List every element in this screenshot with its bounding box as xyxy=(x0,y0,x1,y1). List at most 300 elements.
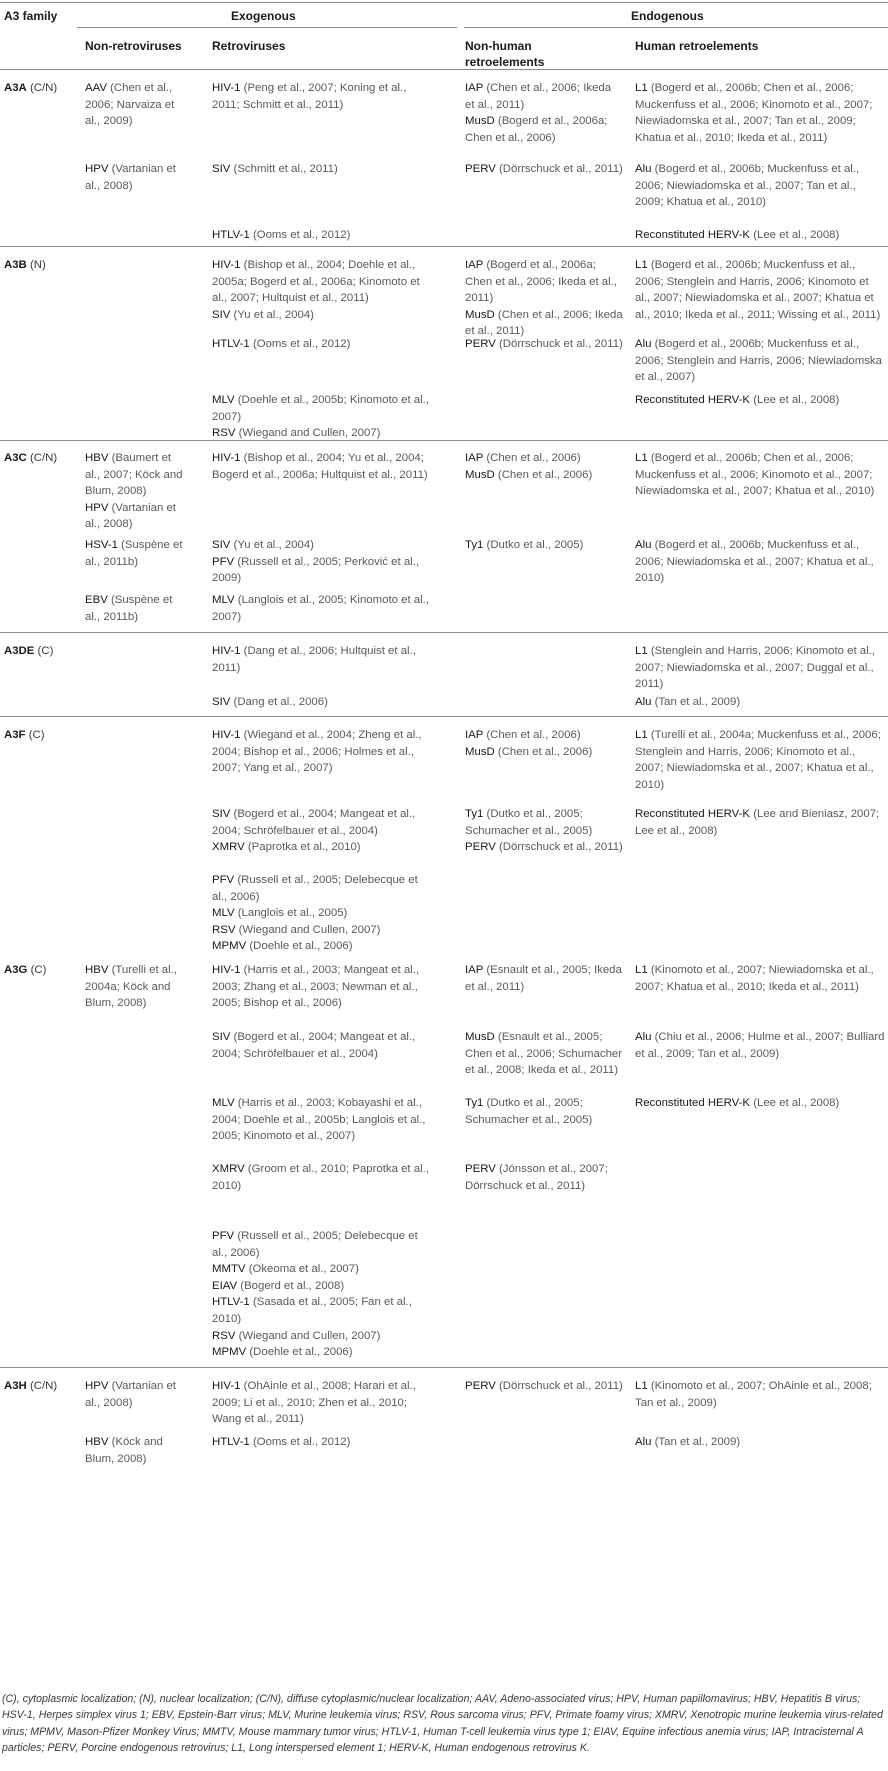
row-separator xyxy=(0,632,888,633)
reference-list: (Langlois et al., 2005) xyxy=(234,907,348,920)
table-cell-human xyxy=(635,806,887,839)
reference-list: (Bogerd et al., 2006a; Chen et al., 2006) xyxy=(465,115,608,144)
virus-name: PERV xyxy=(465,1380,496,1392)
table-cell-retro xyxy=(212,1378,436,1428)
table-cell-entry xyxy=(212,450,436,483)
reference-list: (Dörrschuck et al., 2011) xyxy=(495,163,623,175)
virus-name: IAP xyxy=(465,729,484,741)
virus-name: HSV-1 xyxy=(85,539,118,551)
virus-name: HPV xyxy=(85,1380,109,1392)
reference-list: (Dutko et al., 2005; Schumacher et al., 2005) xyxy=(465,808,593,837)
virus-name: Ty1 xyxy=(465,808,484,820)
virus-name: SIV xyxy=(212,696,231,708)
virus-name: PERV xyxy=(465,163,496,175)
virus-name: Ty1 xyxy=(465,539,484,551)
table-cell-nonhuman xyxy=(465,962,623,995)
table-cell-human xyxy=(635,1434,887,1451)
virus-name: Alu xyxy=(635,338,652,350)
virus-name: MusD xyxy=(465,308,495,321)
virus-name: RSV xyxy=(212,923,236,936)
virus-name: MusD xyxy=(465,745,495,758)
table-cell-entry xyxy=(635,537,887,587)
virus-name: IAP xyxy=(465,964,484,976)
family-name: A3DE xyxy=(4,645,35,657)
reference-list: (Russell et al., 2005; Perković et al., 2009) xyxy=(212,555,420,585)
row-separator xyxy=(0,716,888,717)
reference-list: (Bogerd et al., 2006b; Chen et al., 2006; Muckenfuss et al., 2006; Kinomoto et al., 2007; Niewiadomska et al., 2007; Tan et al., 2009; Khatua et al., 2010; Ikeda et al., 2011) xyxy=(635,82,873,144)
table-cell-entry xyxy=(465,727,623,744)
table-cell-entry xyxy=(635,227,887,244)
header-retroviruses: Retroviruses xyxy=(212,39,286,53)
table-cell-nonretro xyxy=(85,1434,183,1467)
table-cell-retro xyxy=(212,80,436,113)
table-cell-entry xyxy=(85,450,183,500)
table-cell-human xyxy=(635,727,887,793)
table-cell-entry xyxy=(212,922,436,939)
virus-name: HIV-1 xyxy=(212,82,241,94)
table-cell-retro xyxy=(212,1228,436,1361)
reference-list: (Sasada et al., 2005; Fan et al., 2010) xyxy=(212,1296,412,1325)
reference-list: (Russell et al., 2005; Delebecque et al., 2006) xyxy=(212,874,418,903)
reference-list: (Dörrschuck et al., 2011) xyxy=(495,1380,623,1392)
table-cell-entry xyxy=(212,905,436,922)
reference-list: (Suspène et al., 2011b) xyxy=(85,594,173,623)
table-cell-entry xyxy=(635,336,887,386)
table-cell-retro xyxy=(212,1434,436,1451)
endogenous-underline xyxy=(464,27,888,28)
reference-list: (Paprotka et al., 2010) xyxy=(244,841,361,854)
table-cell-human xyxy=(635,1378,887,1411)
virus-name: RSV xyxy=(212,1329,236,1342)
table-cell-entry xyxy=(212,1434,436,1451)
virus-name: HPV xyxy=(85,163,109,175)
table-cell-nonretro xyxy=(85,537,183,570)
reference-list: (Wiegand et al., 2004; Zheng et al., 2004; Bishop et al., 2006; Holmes et al., 2007; Yang et al., 2007) xyxy=(212,729,422,775)
reference-list: (Bogerd et al., 2006b; Muckenfuss et al., 2006; Stenglein and Harris, 2006; Niewiadomska et al., 2007) xyxy=(635,338,882,384)
reference-list: (Yu et al., 2004) xyxy=(230,308,314,321)
reference-list: (Wiegand and Cullen, 2007) xyxy=(235,427,381,440)
virus-name: HTLV-1 xyxy=(212,229,250,241)
reference-list: (Vartanian et al., 2008) xyxy=(85,163,176,192)
reference-list: (Ooms et al., 2012) xyxy=(249,338,351,350)
reference-list: (Langlois et al., 2005; Kinomoto et al., 2007) xyxy=(212,594,429,623)
virus-name: HBV xyxy=(85,452,109,464)
virus-name: HIV-1 xyxy=(212,964,241,976)
table-cell-entry xyxy=(85,592,183,625)
reference-list: (Ooms et al., 2012) xyxy=(249,229,351,241)
virus-name: Alu xyxy=(635,1031,652,1043)
table-cell-retro xyxy=(212,1095,436,1145)
reference-list: (Bishop et al., 2004; Doehle et al., 2005a; Bogerd et al., 2006a; Kinomoto et al., 2007; Hultquist et al., 2011) xyxy=(212,259,420,305)
reference-list: (Lee and Bieniasz, 2007; Lee et al., 2008) xyxy=(635,808,880,837)
row-separator xyxy=(0,1367,888,1368)
table-cell-nonhuman xyxy=(465,1378,623,1395)
localization: (C/N) xyxy=(26,1380,58,1392)
table-cell-entry xyxy=(212,1261,436,1278)
virus-name: PERV xyxy=(465,841,496,854)
table-cell-entry xyxy=(635,643,887,693)
reference-list: (Chen et al., 2006; Narvaiza et al., 2009) xyxy=(85,82,175,128)
table-cell-entry xyxy=(465,1161,623,1194)
table-cell-nonhuman xyxy=(465,537,623,554)
table-cell-nonretro xyxy=(85,161,183,194)
reference-list: (Bogerd et al., 2006a; Chen et al., 2006; Ikeda et al., 2011) xyxy=(465,259,617,305)
table-cell-nonretro xyxy=(85,1378,183,1411)
table-cell-entry xyxy=(212,392,436,425)
table-cell-entry xyxy=(212,938,436,955)
header-non-retroviruses: Non-retroviruses xyxy=(85,39,182,53)
reference-list: (Bogerd et al., 2006b; Muckenfuss et al., 2006; Stenglein and Harris, 2006; Kinomoto et al., 2007; Niewiadomska et al., 2007; Khatua et al., 2010; Ikeda et al., 2011; Wissing et al., 2011) xyxy=(635,259,881,321)
virus-name: HTLV-1 xyxy=(212,1436,250,1448)
virus-name: IAP xyxy=(465,452,484,464)
table-cell-entry xyxy=(465,806,623,839)
reference-list: (Chen et al., 2006) xyxy=(494,745,593,758)
virus-name: Alu xyxy=(635,539,652,551)
table-cell-nonretro xyxy=(85,80,183,130)
row-separator xyxy=(0,440,888,441)
virus-name: HBV xyxy=(85,1436,109,1448)
table-cell-entry xyxy=(212,694,436,711)
virus-name: SIV xyxy=(212,539,231,551)
reference-list: (Chen et al., 2006) xyxy=(494,468,593,481)
table-cell-human xyxy=(635,962,887,995)
table-cell-nonretro xyxy=(85,962,183,1012)
table-cell-nonhuman xyxy=(465,1161,623,1194)
family-name: A3G xyxy=(4,964,28,976)
virus-name: Reconstituted HERV-K xyxy=(635,808,751,820)
table-cell-retro xyxy=(212,872,436,955)
reference-list: (Bogerd et al., 2004; Mangeat et al., 2004; Schröfelbauer et al., 2004) xyxy=(212,808,416,837)
table-cell-nonhuman xyxy=(465,1095,623,1128)
reference-list: (Turelli et al., 2004a; Köck and Blum, 2008) xyxy=(85,964,177,1010)
table-cell-entry xyxy=(465,307,623,340)
table-cell-human xyxy=(635,643,887,693)
table-cell-entry xyxy=(635,694,887,711)
header-human-retroelements: Human retroelements xyxy=(635,39,759,53)
table-cell-nonretro xyxy=(85,592,183,625)
virus-name: L1 xyxy=(635,82,648,94)
table-cell-retro xyxy=(212,962,436,1012)
table-cell-nonhuman xyxy=(465,80,623,146)
header-endogenous: Endogenous xyxy=(631,9,704,23)
table-cell-entry xyxy=(465,1029,623,1079)
virus-name: L1 xyxy=(635,1380,648,1392)
virus-name: RSV xyxy=(212,427,236,440)
table-cell-entry xyxy=(465,336,623,353)
table-cell-retro xyxy=(212,161,436,178)
virus-name: PERV xyxy=(465,1163,496,1175)
virus-name: SIV xyxy=(212,308,231,321)
virus-name: XMRV xyxy=(212,841,245,854)
table-cell-entry xyxy=(212,1328,436,1345)
virus-name: HIV-1 xyxy=(212,452,241,464)
localization: (C) xyxy=(34,645,54,657)
table-cell-entry xyxy=(465,80,623,113)
table-cell-human xyxy=(635,161,887,211)
table-cell-human xyxy=(635,537,887,587)
header-non-human-retroelements: Non-human retroelements xyxy=(465,39,545,69)
reference-list: (Chen et al., 2006) xyxy=(483,452,581,464)
table-cell-entry xyxy=(212,307,436,324)
virus-name: MPMV xyxy=(212,1346,247,1359)
virus-name: L1 xyxy=(635,259,648,271)
reference-list: (Groom et al., 2010; Paprotka et al., 2010) xyxy=(212,1163,429,1192)
reference-list: (Bogerd et al., 2006b; Muckenfuss et al., 2006; Niewiadomska et al., 2007; Tan et al., 2009; Khatua et al., 2010) xyxy=(635,163,860,209)
family-label xyxy=(4,727,76,744)
virus-name: Ty1 xyxy=(465,1097,484,1109)
reference-list: (Chiu et al., 2006; Hulme et al., 2007; Bulliard et al., 2009; Tan et al., 2009) xyxy=(635,1031,885,1060)
table-cell-retro xyxy=(212,727,436,777)
table-cell-entry xyxy=(85,962,183,1012)
table-cell-entry xyxy=(212,839,436,856)
table-cell-entry xyxy=(212,1278,436,1295)
reference-list: (Köck and Blum, 2008) xyxy=(85,1436,163,1465)
table-cell-entry xyxy=(212,962,436,1012)
reference-list: (Vartanian et al., 2008) xyxy=(85,1380,176,1409)
virus-name: Alu xyxy=(635,1436,652,1448)
reference-list: (Wiegand and Cullen, 2007) xyxy=(235,1329,381,1342)
virus-name: HPV xyxy=(85,501,109,514)
reference-list: (Yu et al., 2004) xyxy=(230,539,314,551)
table-cell-entry xyxy=(212,1228,436,1261)
reference-list: (Lee et al., 2008) xyxy=(750,1097,840,1109)
virus-name: EIAV xyxy=(212,1279,238,1292)
reference-list: (Jónsson et al., 2007; Dörrschuck et al., 2011) xyxy=(465,1163,608,1192)
table-cell-entry xyxy=(212,872,436,905)
virus-name: Alu xyxy=(635,163,652,175)
virus-name: SIV xyxy=(212,163,231,175)
table-cell-nonhuman xyxy=(465,727,623,760)
table-cell-entry xyxy=(465,537,623,554)
table-cell-entry xyxy=(85,1378,183,1411)
header-a3-family: A3 family xyxy=(4,9,58,23)
virus-name: Reconstituted HERV-K xyxy=(635,1097,751,1109)
table-cell-human xyxy=(635,1029,887,1062)
reference-list: (Kinomoto et al., 2007; Niewiadomska et al., 2007; Khatua et al., 2010; Ikeda et al., 2011) xyxy=(635,964,874,993)
family-label xyxy=(4,80,76,97)
family-name: A3B xyxy=(4,259,27,271)
table-cell-entry xyxy=(465,161,623,178)
table-cell-entry xyxy=(635,1029,887,1062)
virus-name: Alu xyxy=(635,696,652,708)
table-cell-entry xyxy=(635,80,887,146)
family-label xyxy=(4,1378,76,1395)
table-cell-retro xyxy=(212,592,436,625)
reference-list: (Bogerd et al., 2006b; Chen et al., 2006; Muckenfuss et al., 2006; Kinomoto et al., 2007; Niewiadomska et al., 2007; Khatua et al., 2010) xyxy=(635,452,875,498)
virus-name: IAP xyxy=(465,82,484,94)
table-cell-entry xyxy=(212,727,436,777)
table-cell-nonhuman xyxy=(465,450,623,483)
reference-list: (OhAinle et al., 2008; Harari et al., 2009; Li et al., 2010; Zhen et al., 2010; Wang et al., 2011) xyxy=(212,1380,416,1426)
reference-list: (Chen et al., 2006; Ikeda et al., 2011) xyxy=(465,308,623,338)
virus-name: MPMV xyxy=(212,940,247,953)
table-cell-retro xyxy=(212,643,436,676)
virus-name: AAV xyxy=(85,82,107,94)
table-cell-entry xyxy=(635,727,887,793)
virus-name: L1 xyxy=(635,729,648,741)
reference-list: (Bogerd et al., 2006b; Muckenfuss et al., 2006; Niewiadomska et al., 2007; Khatua et al., 2010) xyxy=(635,539,874,585)
virus-name: MLV xyxy=(212,907,235,920)
table-cell-entry xyxy=(212,257,436,307)
table-cell-human xyxy=(635,392,887,409)
virus-name: Reconstituted HERV-K xyxy=(635,229,751,241)
table-cell-retro xyxy=(212,392,436,442)
table-cell-retro xyxy=(212,257,436,323)
virus-name: HTLV-1 xyxy=(212,338,250,350)
table-cell-entry xyxy=(212,592,436,625)
reference-list: (Harris et al., 2003; Mangeat et al., 2003; Zhang et al., 2003; Newman et al., 2005; Bishop et al., 2006) xyxy=(212,964,420,1010)
table-cell-entry xyxy=(465,839,623,856)
reference-list: (Stenglein and Harris, 2006; Kinomoto et al., 2007; Niewiadomska et al., 2007; Duggal et al., 2011) xyxy=(635,645,875,691)
family-label xyxy=(4,643,76,660)
table-cell-entry xyxy=(85,80,183,130)
reference-list: (Esnault et al., 2005; Chen et al., 2006; Schumacher et al., 2008; Ikeda et al., 2011) xyxy=(465,1031,623,1077)
row-separator xyxy=(0,246,888,247)
table-cell-human xyxy=(635,450,887,500)
localization: (C/N) xyxy=(26,82,58,94)
family-name: A3H xyxy=(4,1380,27,1392)
table-cell-entry xyxy=(635,962,887,995)
table-cell-entry xyxy=(212,80,436,113)
table-cell-entry xyxy=(635,1434,887,1451)
virus-name: HIV-1 xyxy=(212,259,241,271)
table-cell-entry xyxy=(635,1378,887,1411)
reference-list: (Bogerd et al., 2004; Mangeat et al., 2004; Schröfelbauer et al., 2004) xyxy=(212,1031,416,1060)
virus-name: PFV xyxy=(212,1230,235,1242)
virus-name: HIV-1 xyxy=(212,729,241,741)
table-cell-entry xyxy=(85,500,183,533)
virus-name: MusD xyxy=(465,1031,495,1043)
table-cell-nonhuman xyxy=(465,336,623,353)
reference-list: (Chen et al., 2006) xyxy=(483,729,581,741)
virus-name: IAP xyxy=(465,259,484,271)
virus-name: PERV xyxy=(465,338,496,350)
virus-name: HTLV-1 xyxy=(212,1296,250,1309)
reference-list: (Baumert et al., 2007; Köck and Blum, 2008) xyxy=(85,452,183,498)
table-cell-entry xyxy=(212,1095,436,1145)
table-cell-entry xyxy=(635,392,887,409)
table-cell-retro xyxy=(212,227,436,244)
reference-list: (Dutko et al., 2005; Schumacher et al., 2005) xyxy=(465,1097,593,1126)
table-cell-human xyxy=(635,257,887,323)
virus-name: SIV xyxy=(212,1031,231,1043)
table-cell-nonhuman xyxy=(465,257,623,340)
table-cell-entry xyxy=(465,1095,623,1128)
localization: (C) xyxy=(25,729,45,741)
family-label xyxy=(4,962,76,979)
virus-name: MMTV xyxy=(212,1263,246,1276)
family-name: A3A xyxy=(4,82,27,94)
virus-name: L1 xyxy=(635,964,648,976)
table-cell-entry xyxy=(635,806,887,839)
virus-name: MLV xyxy=(212,594,235,606)
table-cell-entry xyxy=(212,1294,436,1327)
table-cell-entry xyxy=(465,1378,623,1395)
reference-list: (Doehle et al., 2005b; Kinomoto et al., 2007) xyxy=(212,394,429,423)
table-cell-retro xyxy=(212,450,436,483)
table-cell-entry xyxy=(85,1434,183,1467)
reference-list: (Doehle et al., 2006) xyxy=(246,1346,353,1359)
family-label xyxy=(4,257,76,274)
table-cell-entry xyxy=(212,806,436,839)
table-cell-entry xyxy=(212,425,436,442)
localization: (N) xyxy=(26,259,46,271)
virus-name: HIV-1 xyxy=(212,645,241,657)
reference-list: (Lee et al., 2008) xyxy=(750,229,840,241)
table-cell-retro xyxy=(212,1161,436,1194)
table-cell-entry xyxy=(465,744,623,761)
table-cell-entry xyxy=(465,450,623,467)
reference-list: (Tan et al., 2009) xyxy=(651,1436,741,1448)
virus-name: PFV xyxy=(212,555,235,568)
reference-list: (Dang et al., 2006; Hultquist et al., 2011) xyxy=(212,645,416,674)
reference-list: (Vartanian et al., 2008) xyxy=(85,501,176,531)
reference-list: (Schmitt et al., 2011) xyxy=(230,163,338,175)
reference-list: (Russell et al., 2005; Delebecque et al., 2006) xyxy=(212,1230,418,1259)
virus-name: L1 xyxy=(635,645,648,657)
virus-name: PFV xyxy=(212,874,235,886)
reference-list: (Wiegand and Cullen, 2007) xyxy=(235,923,381,936)
top-rule xyxy=(0,2,888,3)
virus-name: MLV xyxy=(212,1097,235,1109)
table-cell-retro xyxy=(212,806,436,856)
reference-list: (Esnault et al., 2005; Ikeda et al., 2011) xyxy=(465,964,622,993)
table-cell-retro xyxy=(212,694,436,711)
table-cell-nonhuman xyxy=(465,1029,623,1079)
family-label xyxy=(4,450,76,467)
table-cell-entry xyxy=(635,257,887,323)
reference-list: (Kinomoto et al., 2007; OhAinle et al., 2008; Tan et al., 2009) xyxy=(635,1380,872,1409)
table-cell-entry xyxy=(212,1344,436,1361)
reference-list: (Bogerd et al., 2008) xyxy=(237,1279,345,1292)
virus-name: XMRV xyxy=(212,1163,245,1175)
table-cell-entry xyxy=(212,1029,436,1062)
virus-name: MusD xyxy=(465,115,495,128)
table-cell-entry xyxy=(85,537,183,570)
table-cell-retro xyxy=(212,537,436,587)
table-cell-entry xyxy=(465,113,623,146)
table-cell-entry xyxy=(465,962,623,995)
table-cell-entry xyxy=(212,336,436,353)
table-cell-entry xyxy=(465,467,623,484)
table-footnote: (C), cytoplasmic localization; (N), nuclear localization; (C/N), diffuse cytoplasmic/nuclear localization; AAV, Adeno-associated virus; HPV, Human papillomavirus; HBV, Hepatitis B virus; HSV-1, Herpes simplex virus 1; EBV, Epstein-Barr virus; MLV, Murine leukemia virus; RSV, Rous sarcoma virus; PFV, Primate foamy virus; XMRV, Xenotropic murine leukemia virus-related virus; MPMV, Mason-Pfizer Monkey Virus; MMTV, Mouse mammary tumor virus; HTLV-1, Human T-cell leukemia virus type 1; EIAV, Equine infectious anemia virus; IAP, Intracisternal A particles; PERV, Porcine endogenous retrovirus; L1, Long interspersed element 1; HERV-K, Human endogenous retrovirus K. xyxy=(2,1693,883,1755)
reference-list: (Okeoma et al., 2007) xyxy=(245,1263,359,1276)
reference-list: (Ooms et al., 2012) xyxy=(249,1436,351,1448)
table-cell-entry xyxy=(212,1378,436,1428)
reference-list: (Lee et al., 2008) xyxy=(750,394,840,406)
table-cell-nonretro xyxy=(85,450,183,533)
table-cell-retro xyxy=(212,1029,436,1062)
table-cell-entry xyxy=(212,643,436,676)
table-cell-nonhuman xyxy=(465,806,623,856)
table-cell-entry xyxy=(212,537,436,554)
table-cell-human xyxy=(635,80,887,146)
table-cell-retro xyxy=(212,336,436,353)
table-cell-nonhuman xyxy=(465,161,623,178)
exogenous-underline xyxy=(77,27,457,28)
reference-list: (Suspène et al., 2011b) xyxy=(85,539,183,568)
table-cell-entry xyxy=(212,554,436,587)
virus-name: HBV xyxy=(85,964,109,976)
virus-name: EBV xyxy=(85,594,108,606)
localization: (C) xyxy=(27,964,47,976)
table-cell-entry xyxy=(635,161,887,211)
reference-list: (Turelli et al., 2004a; Muckenfuss et al., 2006; Stenglein and Harris, 2006; Kinomoto et al., 2007; Niewiadomska et al., 2007; Khatua et al., 2010) xyxy=(635,729,881,791)
table-cell-entry xyxy=(85,161,183,194)
table-cell-entry xyxy=(465,257,623,307)
reference-list: (Harris et al., 2003; Kobayashi et al., 2004; Doehle et al., 2005b; Langlois et al., 2005; Kinomoto et al., 2007) xyxy=(212,1097,426,1143)
table-cell-entry xyxy=(212,1161,436,1194)
